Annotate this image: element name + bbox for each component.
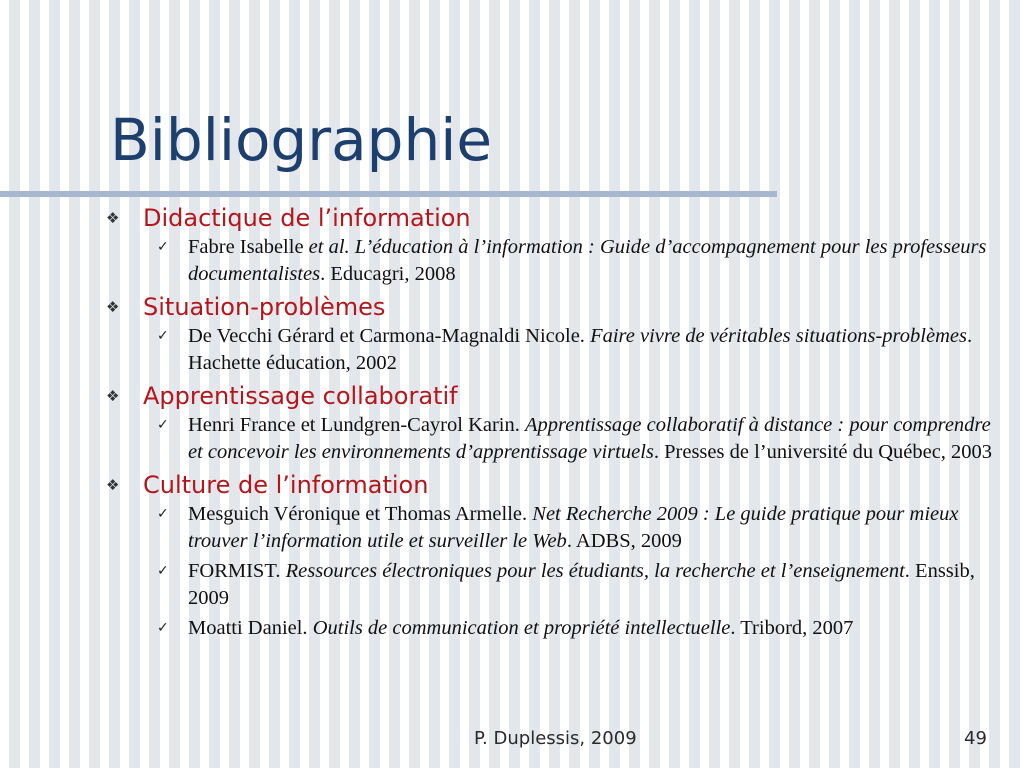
section-situation-problemes: [0, 291, 1024, 377]
section-heading-text: Situation-problèmes: [143, 293, 386, 321]
reference-work: Apprentissage collaboratif à distance : pour comprendre et concevoir les environnements d’apprentissage virtuels: [188, 414, 991, 463]
reference-publisher: . Educagri, 2008: [320, 263, 456, 285]
reference-authors: FORMIST.: [188, 560, 286, 582]
reference-item: [0, 615, 1024, 642]
reference-work: Net Recherche 2009 : Le guide pratique pour mieux trouver l’information utile et surveiller le Web: [188, 503, 959, 552]
reference-authors: De Vecchi Gérard et Carmona-Magnaldi Nicole.: [188, 325, 591, 347]
section-heading-text: Didactique de l’information: [143, 204, 471, 232]
four-diamond-bullet-icon: ❖: [106, 209, 120, 227]
checkmark-icon: ✓: [157, 417, 169, 433]
reference-publisher: . Tribord, 2007: [730, 617, 854, 639]
footer-author: P. Duplessis, 2009: [474, 728, 637, 749]
reference-publisher: . Enssib, 2009: [188, 560, 975, 609]
reference-item: [0, 412, 1024, 466]
four-diamond-bullet-icon: ❖: [106, 476, 120, 494]
checkmark-icon: ✓: [157, 620, 169, 636]
section-heading: [0, 202, 1024, 234]
reference-item: [0, 501, 1024, 555]
reference-authors: Moatti Daniel.: [188, 617, 313, 639]
reference-work: Ressources électroniques pour les étudiants, la recherche et l’enseignement: [285, 560, 905, 582]
checkmark-icon: ✓: [157, 239, 169, 255]
reference-item: [0, 323, 1024, 377]
slide-page-number: 49: [964, 728, 987, 749]
bibliography-list: [0, 202, 1024, 645]
reference-item: [0, 234, 1024, 288]
reference-publisher: . ADBS, 2009: [566, 530, 682, 552]
checkmark-icon: ✓: [157, 328, 169, 344]
reference-authors: Henri France et Lundgren-Cayrol Karin.: [188, 414, 525, 436]
section-heading-text: Apprentissage collaboratif: [143, 382, 458, 410]
four-diamond-bullet-icon: ❖: [106, 298, 120, 316]
title-divider: [0, 191, 777, 197]
section-culture-information: [0, 469, 1024, 642]
four-diamond-bullet-icon: ❖: [106, 387, 120, 405]
reference-item: [0, 558, 1024, 612]
section-heading-text: Culture de l’information: [143, 471, 429, 499]
reference-work: Faire vivre de véritables situations-problèmes: [590, 325, 967, 347]
slide-title: Bibliographie: [110, 106, 493, 174]
section-heading: [0, 291, 1024, 323]
reference-authors: Fabre Isabelle: [188, 236, 309, 258]
section-didactique: [0, 202, 1024, 288]
reference-publisher: . Presses de l’université du Québec, 2003: [653, 441, 993, 463]
section-apprentissage-collaboratif: [0, 380, 1024, 466]
reference-publisher: . Hachette éducation, 2002: [188, 325, 973, 374]
reference-authors: Mesguich Véronique et Thomas Armelle.: [188, 503, 533, 525]
section-heading: [0, 469, 1024, 501]
reference-work: et al. L’éducation à l’information : Guide d’accompagnement pour les professeurs documentalistes: [188, 236, 987, 285]
reference-work: Outils de communication et propriété intellectuelle: [312, 617, 731, 639]
checkmark-icon: ✓: [157, 506, 169, 522]
checkmark-icon: ✓: [157, 563, 169, 579]
section-heading: [0, 380, 1024, 412]
